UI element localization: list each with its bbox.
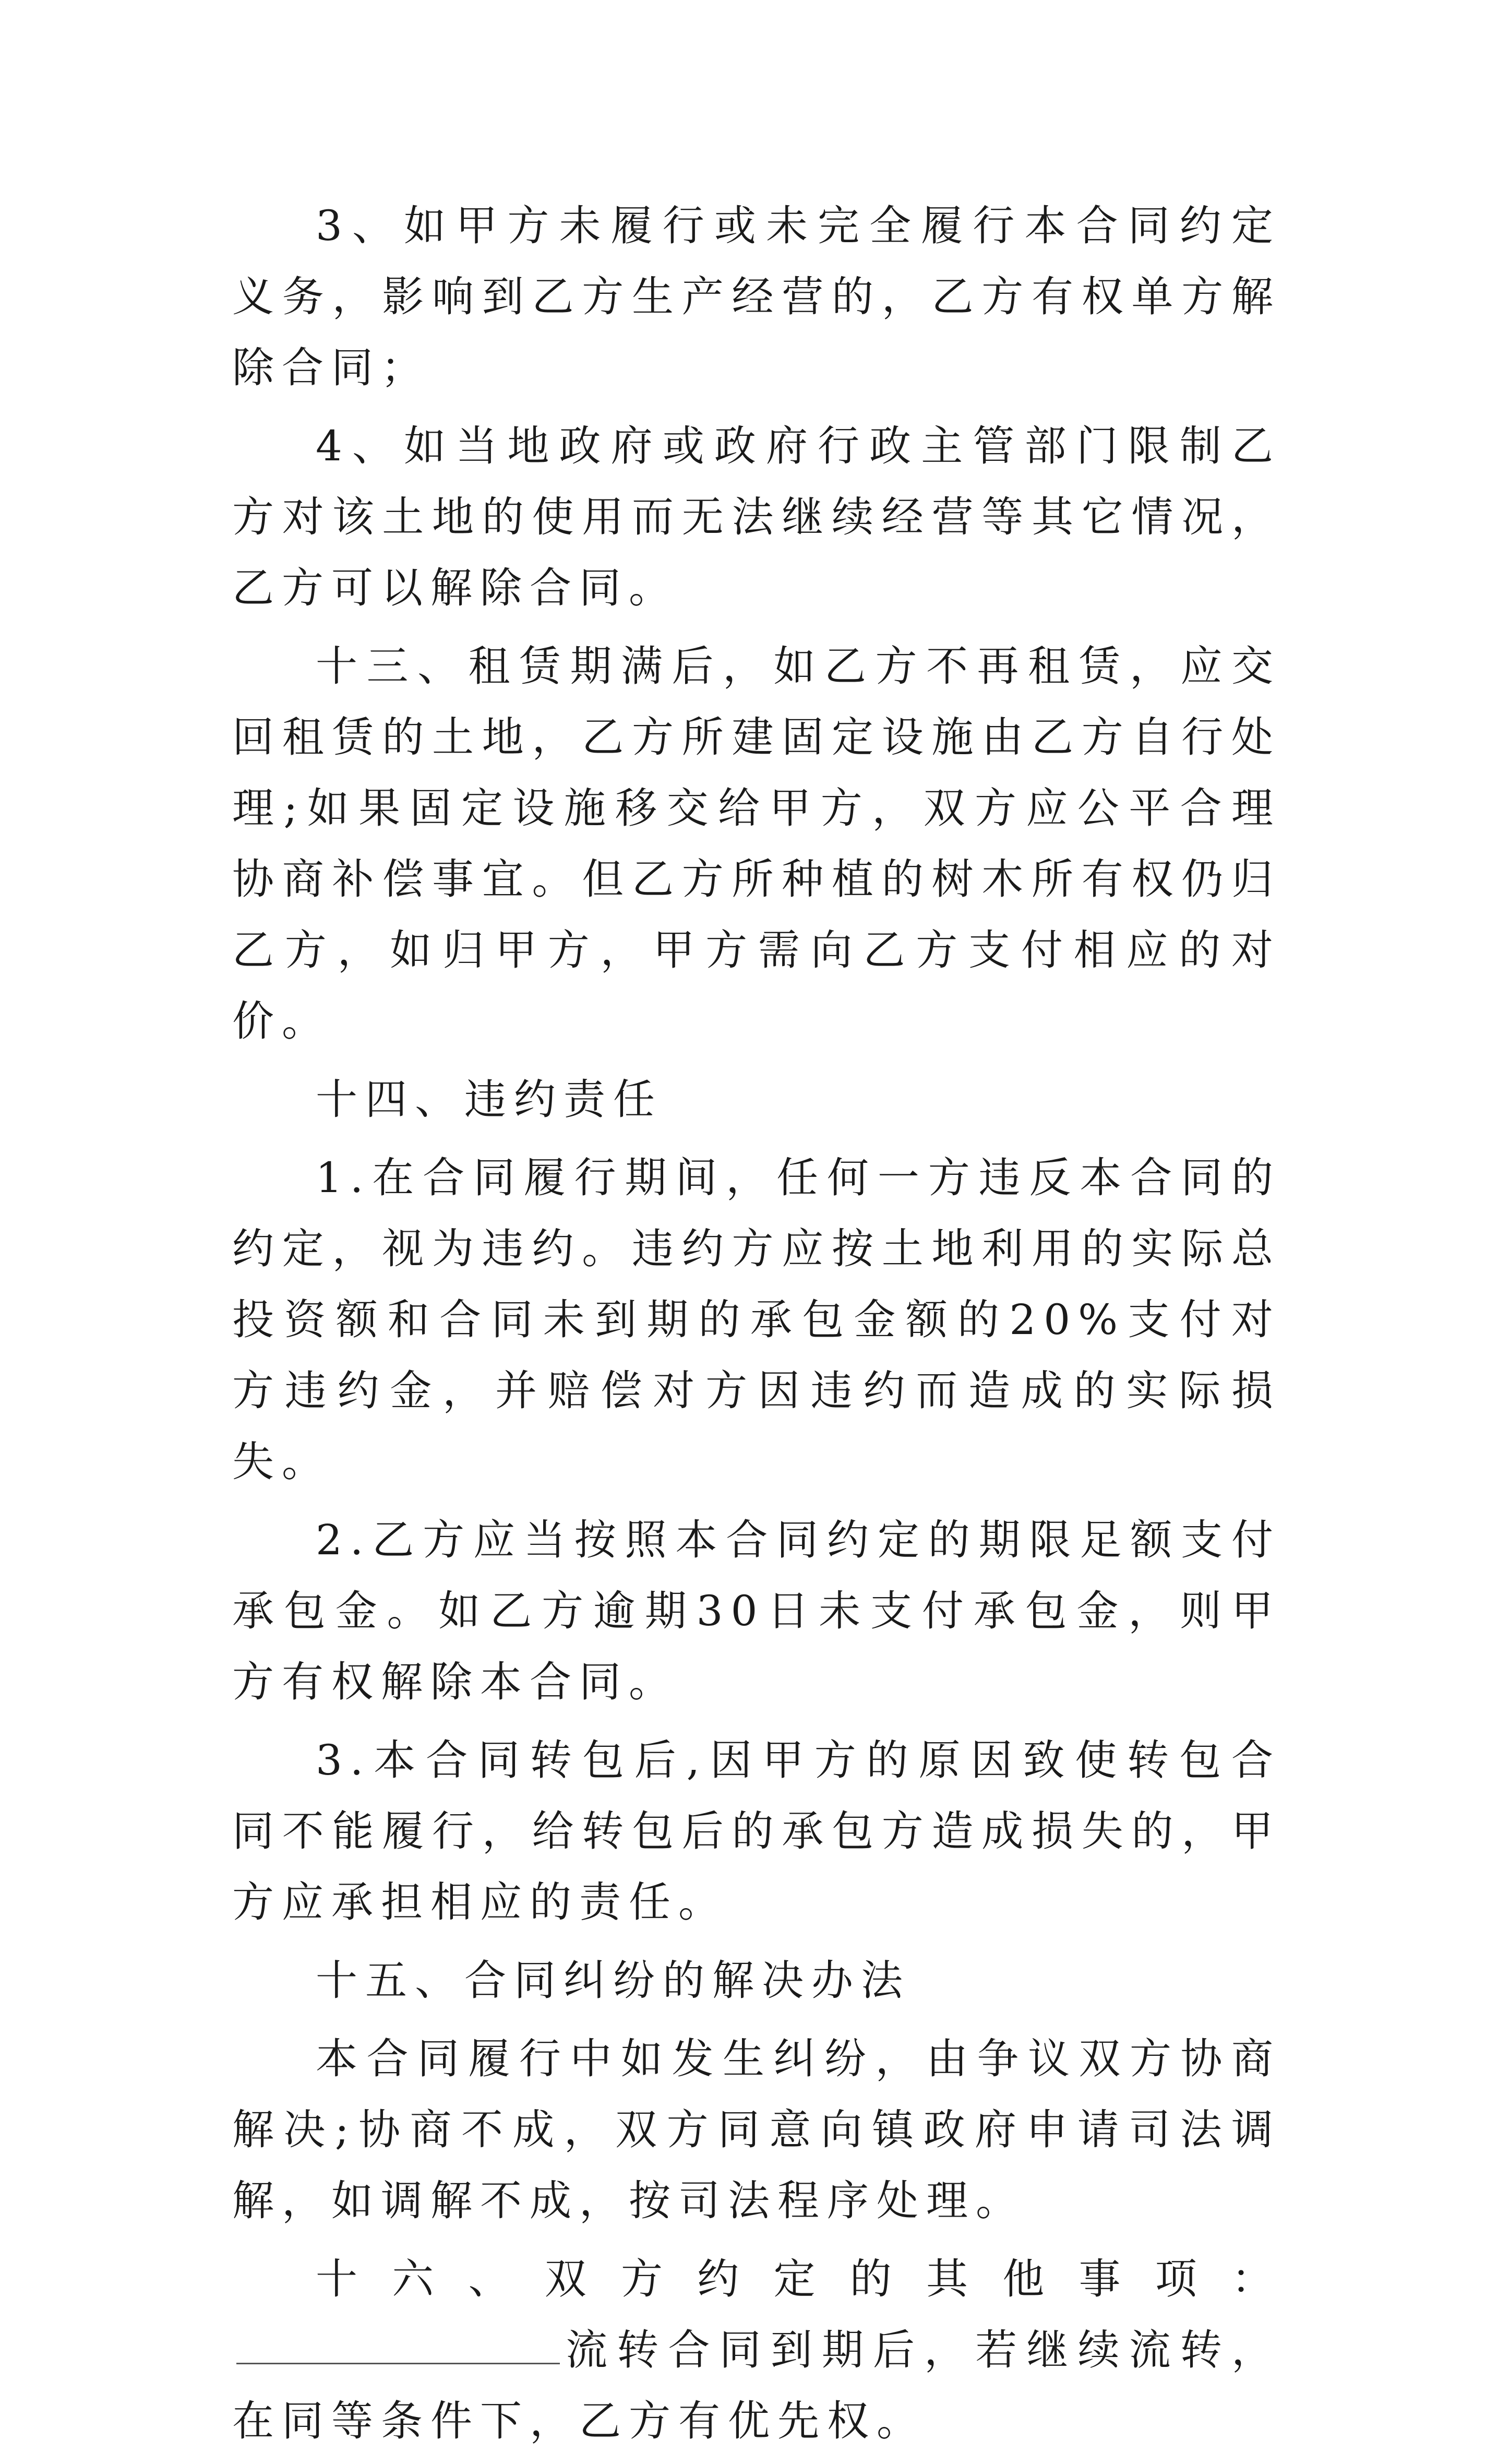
contract-body <box>232 191 1281 2464</box>
clause-4-government-restriction: 4、如当地政府或政府行政主管部门限制乙方对该土地的使用而无法继续经营等其它情况，乙方可以解除合同。 <box>232 422 1281 612</box>
blank-fill-line <box>236 2331 560 2364</box>
article-16-other-matters <box>232 2244 1281 2457</box>
article-14-item-3: 3.本合同转包后,因甲方的原因致使转包合同不能履行，给转包后的承包方造成损失的，甲方应承担相应的责任。 <box>232 1736 1281 1926</box>
article-15-heading: 十五、合同纠纷的解决办法 <box>316 1956 910 2005</box>
article-16-label: 十六、双方约定的其他事项： <box>316 2255 1281 2303</box>
article-14-item-2: 2.乙方应当按照本合同约定的期限足额支付承包金。如乙方逾期30日未支付承包金，则甲方有权解除本合同。 <box>232 1516 1281 1706</box>
article-13-lease-expiry: 十三、租赁期满后，如乙方不再租赁，应交回租赁的土地，乙方所建固定设施由乙方自行处理;如果固定设施移交给甲方，双方应公平合理协商补偿事宜。但乙方所种植的树木所有权仍归乙方，如归甲方，甲方需向乙方支付相应的对价。 <box>232 642 1281 1045</box>
clause-3-termination: 3、如甲方未履行或未完全履行本合同约定义务，影响到乙方生产经营的，乙方有权单方解除合同； <box>232 201 1281 392</box>
article-15-body: 本合同履行中如发生纠纷，由争议双方协商解决;协商不成，双方同意向镇政府申请司法调解，如调解不成，按司法程序处理。 <box>232 2034 1281 2225</box>
article-14-item-1: 1.在合同履行期间，任何一方违反本合同的约定，视为违约。违约方应按土地利用的实际总投资额和合同未到期的承包金额的20%支付对方违约金，并赔偿对方因违约而造成的实际损失。 <box>232 1153 1281 1486</box>
article-16-text: 流转合同到期后，若继续流转，在同等条件下，乙方有优先权。 <box>232 2326 1281 2445</box>
article-14-heading: 十四、违约责任 <box>316 1075 663 1124</box>
